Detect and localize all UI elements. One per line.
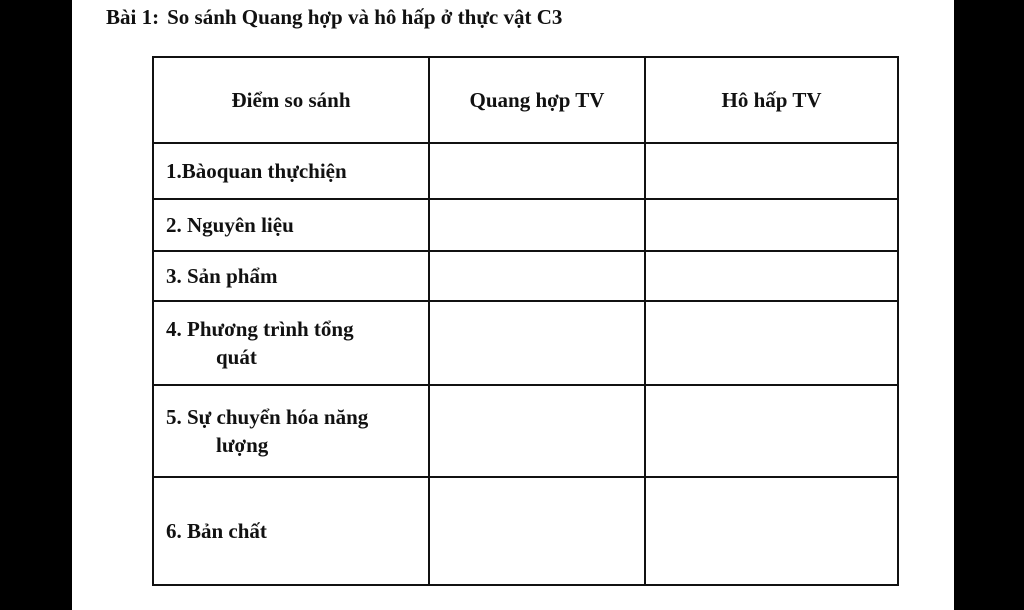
exercise-title: So sánh Quang hợp và hô hấp ở thực vật C3 [167, 5, 563, 29]
photosynthesis-cell [429, 199, 645, 251]
criteria-text: 1.Bàoquan thựchiện [166, 159, 347, 183]
document-page [72, 0, 954, 610]
respiration-cell [645, 301, 898, 385]
criteria-cell [153, 251, 429, 301]
table-row [153, 477, 898, 585]
table-header-row [153, 57, 898, 143]
photosynthesis-cell [429, 477, 645, 585]
photosynthesis-cell [429, 251, 645, 301]
exercise-label: Bài 1: [106, 5, 160, 29]
respiration-cell [645, 251, 898, 301]
table-row [153, 385, 898, 477]
criteria-cell [153, 301, 429, 385]
criteria-text: 6. Bản chất [166, 519, 267, 543]
respiration-cell [645, 385, 898, 477]
photosynthesis-cell [429, 385, 645, 477]
respiration-cell [645, 477, 898, 585]
photosynthesis-cell [429, 143, 645, 199]
header-criteria: Điểm so sánh [153, 57, 429, 143]
photosynthesis-cell [429, 301, 645, 385]
table-row [153, 301, 898, 385]
header-photosynthesis: Quang hợp TV [429, 57, 645, 143]
header-respiration: Hô hấp TV [645, 57, 898, 143]
criteria-cell [153, 199, 429, 251]
criteria-text-continued: quát [216, 345, 257, 369]
criteria-cell [153, 477, 429, 585]
table-row [153, 199, 898, 251]
table-row [153, 251, 898, 301]
comparison-table [152, 56, 899, 586]
criteria-cell [153, 385, 429, 477]
criteria-text: 3. Sản phẩm [166, 264, 278, 288]
criteria-text: 2. Nguyên liệu [166, 213, 294, 237]
criteria-text-continued: lượng [216, 433, 269, 457]
table-row [153, 143, 898, 199]
criteria-cell [153, 143, 429, 199]
respiration-cell [645, 143, 898, 199]
criteria-text: 5. Sự chuyển hóa năng [166, 405, 369, 429]
respiration-cell [645, 199, 898, 251]
criteria-text: 4. Phương trình tổng [166, 317, 354, 341]
exercise-heading [106, 3, 562, 31]
